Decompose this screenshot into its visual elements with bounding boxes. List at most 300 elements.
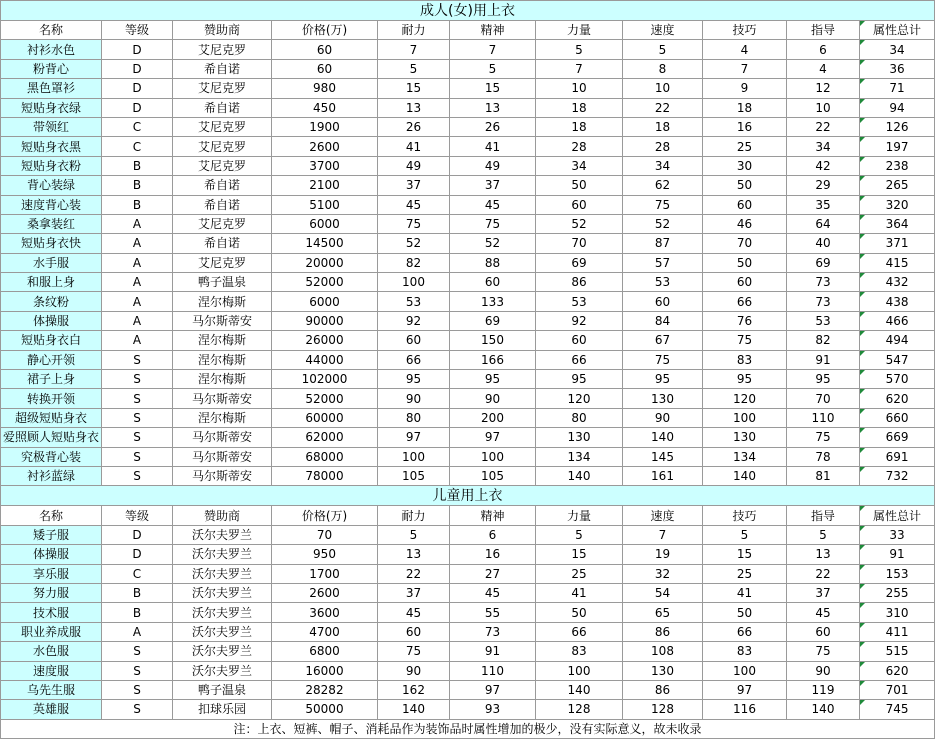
cell-col-strength: 80 <box>536 408 623 427</box>
cell-col-guide: 73 <box>787 273 860 292</box>
cell-col-guide: 4 <box>787 59 860 78</box>
cell-col-guide: 29 <box>787 176 860 195</box>
cell-col-total: 732 <box>860 466 935 485</box>
cell-col-sponsor: 希自诺 <box>173 176 272 195</box>
cell-col-name: 短贴身衣快 <box>1 234 102 253</box>
cell-col-sponsor: 沃尔夫罗兰 <box>173 661 272 680</box>
cell-col-total: 33 <box>860 525 935 544</box>
header-col-total: 属性总计 <box>860 21 935 40</box>
cell-col-grade: C <box>102 137 173 156</box>
cell-col-spirit: 69 <box>450 311 536 330</box>
cell-col-stamina: 13 <box>378 545 450 564</box>
table-row <box>1 214 935 233</box>
cell-col-sponsor: 马尔斯蒂安 <box>173 466 272 485</box>
cell-col-guide: 75 <box>787 642 860 661</box>
cell-col-total: 71 <box>860 79 935 98</box>
cell-col-price: 20000 <box>272 253 378 272</box>
cell-col-speed: 28 <box>623 137 703 156</box>
cell-col-stamina: 52 <box>378 234 450 253</box>
cell-col-guide: 110 <box>787 408 860 427</box>
cell-col-grade: D <box>102 545 173 564</box>
table-row <box>1 156 935 175</box>
header-col-speed: 速度 <box>623 21 703 40</box>
cell-col-name: 条纹粉 <box>1 292 102 311</box>
cell-col-skill: 50 <box>703 176 787 195</box>
cell-col-grade: A <box>102 311 173 330</box>
cell-col-grade: S <box>102 447 173 466</box>
table-row <box>1 447 935 466</box>
cell-col-name: 短贴身衣黑 <box>1 137 102 156</box>
cell-col-speed: 60 <box>623 292 703 311</box>
cell-col-speed: 75 <box>623 195 703 214</box>
header-col-grade: 等级 <box>102 21 173 40</box>
cell-col-total: 197 <box>860 137 935 156</box>
cell-col-skill: 97 <box>703 680 787 699</box>
table-row <box>1 389 935 408</box>
cell-col-name: 体操服 <box>1 311 102 330</box>
cell-col-sponsor: 艾尼克罗 <box>173 117 272 136</box>
cell-col-guide: 64 <box>787 214 860 233</box>
cell-col-speed: 7 <box>623 525 703 544</box>
cell-col-stamina: 95 <box>378 370 450 389</box>
cell-col-strength: 140 <box>536 680 623 699</box>
cell-col-speed: 22 <box>623 98 703 117</box>
cell-col-stamina: 100 <box>378 447 450 466</box>
cell-col-strength: 130 <box>536 428 623 447</box>
table-row <box>1 59 935 78</box>
cell-col-grade: S <box>102 350 173 369</box>
cell-col-skill: 7 <box>703 59 787 78</box>
cell-col-skill: 130 <box>703 428 787 447</box>
cell-col-spirit: 7 <box>450 40 536 59</box>
cell-col-stamina: 105 <box>378 466 450 485</box>
cell-col-grade: S <box>102 466 173 485</box>
cell-col-price: 6800 <box>272 642 378 661</box>
cell-col-guide: 6 <box>787 40 860 59</box>
cell-col-strength: 86 <box>536 273 623 292</box>
cell-col-price: 60000 <box>272 408 378 427</box>
cell-col-price: 60 <box>272 59 378 78</box>
cell-col-spirit: 15 <box>450 79 536 98</box>
cell-col-strength: 34 <box>536 156 623 175</box>
table-row <box>1 408 935 427</box>
cell-col-total: 415 <box>860 253 935 272</box>
cell-col-total: 432 <box>860 273 935 292</box>
cell-col-skill: 83 <box>703 350 787 369</box>
cell-col-spirit: 150 <box>450 331 536 350</box>
cell-col-price: 2100 <box>272 176 378 195</box>
section-title: 成人(女)用上衣 <box>1 1 935 21</box>
cell-col-grade: B <box>102 176 173 195</box>
cell-col-speed: 140 <box>623 428 703 447</box>
table-row <box>1 428 935 447</box>
cell-col-grade: B <box>102 156 173 175</box>
cell-col-spirit: 166 <box>450 350 536 369</box>
cell-col-speed: 34 <box>623 156 703 175</box>
cell-col-stamina: 60 <box>378 622 450 641</box>
cell-col-price: 26000 <box>272 331 378 350</box>
header-row <box>1 506 935 525</box>
cell-col-spirit: 13 <box>450 98 536 117</box>
cell-col-price: 3600 <box>272 603 378 622</box>
cell-col-guide: 22 <box>787 564 860 583</box>
cell-col-price: 52000 <box>272 389 378 408</box>
cell-col-sponsor: 希自诺 <box>173 234 272 253</box>
cell-col-skill: 140 <box>703 466 787 485</box>
cell-col-name: 静心开领 <box>1 350 102 369</box>
cell-col-name: 和服上身 <box>1 273 102 292</box>
table-row <box>1 311 935 330</box>
cell-col-skill: 100 <box>703 408 787 427</box>
cell-col-speed: 87 <box>623 234 703 253</box>
cell-col-guide: 82 <box>787 331 860 350</box>
cell-col-speed: 128 <box>623 700 703 719</box>
table-row <box>1 370 935 389</box>
cell-col-guide: 42 <box>787 156 860 175</box>
cell-col-name: 裙子上身 <box>1 370 102 389</box>
cell-col-spirit: 90 <box>450 389 536 408</box>
cell-col-name: 速度服 <box>1 661 102 680</box>
cell-col-price: 1700 <box>272 564 378 583</box>
cell-col-skill: 25 <box>703 564 787 583</box>
cell-col-spirit: 26 <box>450 117 536 136</box>
cell-col-spirit: 105 <box>450 466 536 485</box>
table-row <box>1 137 935 156</box>
cell-col-skill: 41 <box>703 583 787 602</box>
cell-col-spirit: 97 <box>450 680 536 699</box>
cell-col-speed: 161 <box>623 466 703 485</box>
cell-col-price: 102000 <box>272 370 378 389</box>
header-col-sponsor: 赞助商 <box>173 21 272 40</box>
cell-col-speed: 62 <box>623 176 703 195</box>
table-row <box>1 331 935 350</box>
cell-col-skill: 30 <box>703 156 787 175</box>
cell-col-name: 矮子服 <box>1 525 102 544</box>
cell-col-name: 职业养成服 <box>1 622 102 641</box>
cell-col-stamina: 60 <box>378 331 450 350</box>
cell-col-strength: 83 <box>536 642 623 661</box>
table-row <box>1 253 935 272</box>
cell-col-price: 1900 <box>272 117 378 136</box>
cell-col-grade: D <box>102 79 173 98</box>
cell-col-strength: 5 <box>536 525 623 544</box>
cell-col-stamina: 82 <box>378 253 450 272</box>
cell-col-price: 60 <box>272 40 378 59</box>
cell-col-total: 691 <box>860 447 935 466</box>
cell-col-skill: 60 <box>703 195 787 214</box>
header-col-speed: 速度 <box>623 506 703 525</box>
cell-col-stamina: 49 <box>378 156 450 175</box>
cell-col-spirit: 41 <box>450 137 536 156</box>
cell-col-grade: S <box>102 370 173 389</box>
cell-col-stamina: 75 <box>378 214 450 233</box>
cell-col-speed: 67 <box>623 331 703 350</box>
header-col-guide: 指导 <box>787 21 860 40</box>
cell-col-price: 70 <box>272 525 378 544</box>
cell-col-grade: A <box>102 622 173 641</box>
cell-col-guide: 10 <box>787 98 860 117</box>
cell-col-speed: 145 <box>623 447 703 466</box>
table-row <box>1 273 935 292</box>
header-col-stamina: 耐力 <box>378 21 450 40</box>
cell-col-strength: 95 <box>536 370 623 389</box>
cell-col-stamina: 37 <box>378 583 450 602</box>
cell-col-strength: 66 <box>536 622 623 641</box>
cell-col-guide: 90 <box>787 661 860 680</box>
table-row <box>1 583 935 602</box>
cell-col-total: 620 <box>860 389 935 408</box>
cell-col-name: 努力服 <box>1 583 102 602</box>
cell-col-spirit: 16 <box>450 545 536 564</box>
cell-col-spirit: 5 <box>450 59 536 78</box>
cell-col-skill: 120 <box>703 389 787 408</box>
cell-col-name: 体操服 <box>1 545 102 564</box>
table-row <box>1 234 935 253</box>
cell-col-name: 背心装绿 <box>1 176 102 195</box>
cell-col-grade: S <box>102 661 173 680</box>
cell-col-sponsor: 沃尔夫罗兰 <box>173 545 272 564</box>
cell-col-sponsor: 马尔斯蒂安 <box>173 311 272 330</box>
cell-col-strength: 120 <box>536 389 623 408</box>
cell-col-spirit: 37 <box>450 176 536 195</box>
cell-col-sponsor: 沃尔夫罗兰 <box>173 603 272 622</box>
cell-col-guide: 75 <box>787 428 860 447</box>
cell-col-stamina: 90 <box>378 389 450 408</box>
cell-col-guide: 95 <box>787 370 860 389</box>
cell-col-speed: 18 <box>623 117 703 136</box>
cell-col-skill: 16 <box>703 117 787 136</box>
cell-col-strength: 50 <box>536 603 623 622</box>
cell-col-sponsor: 艾尼克罗 <box>173 214 272 233</box>
cell-col-guide: 13 <box>787 545 860 564</box>
cell-col-total: 701 <box>860 680 935 699</box>
cell-col-speed: 53 <box>623 273 703 292</box>
cell-col-sponsor: 艾尼克罗 <box>173 137 272 156</box>
cell-col-spirit: 45 <box>450 195 536 214</box>
table-row <box>1 603 935 622</box>
cell-col-sponsor: 希自诺 <box>173 98 272 117</box>
cell-col-sponsor: 扣球乐园 <box>173 700 272 719</box>
cell-col-spirit: 91 <box>450 642 536 661</box>
cell-col-name: 短贴身衣粉 <box>1 156 102 175</box>
cell-col-spirit: 75 <box>450 214 536 233</box>
cell-col-guide: 35 <box>787 195 860 214</box>
header-col-sponsor: 赞助商 <box>173 506 272 525</box>
table-row <box>1 700 935 719</box>
cell-col-stamina: 80 <box>378 408 450 427</box>
cell-col-strength: 52 <box>536 214 623 233</box>
cell-col-strength: 28 <box>536 137 623 156</box>
cell-col-spirit: 55 <box>450 603 536 622</box>
cell-col-spirit: 6 <box>450 525 536 544</box>
cell-col-total: 36 <box>860 59 935 78</box>
cell-col-price: 3700 <box>272 156 378 175</box>
cell-col-grade: S <box>102 389 173 408</box>
cell-col-speed: 8 <box>623 59 703 78</box>
cell-col-total: 660 <box>860 408 935 427</box>
cell-col-guide: 60 <box>787 622 860 641</box>
cell-col-name: 爱照顾人短贴身衣 <box>1 428 102 447</box>
cell-col-sponsor: 涅尔梅斯 <box>173 292 272 311</box>
cell-col-guide: 40 <box>787 234 860 253</box>
header-col-name: 名称 <box>1 21 102 40</box>
cell-col-skill: 15 <box>703 545 787 564</box>
cell-col-spirit: 27 <box>450 564 536 583</box>
cell-col-skill: 134 <box>703 447 787 466</box>
section-title-row <box>1 486 935 506</box>
cell-col-skill: 46 <box>703 214 787 233</box>
cell-col-name: 享乐服 <box>1 564 102 583</box>
cell-col-skill: 5 <box>703 525 787 544</box>
cell-col-grade: D <box>102 40 173 59</box>
cell-col-guide: 34 <box>787 137 860 156</box>
header-col-guide: 指导 <box>787 506 860 525</box>
cell-col-total: 310 <box>860 603 935 622</box>
cell-col-spirit: 100 <box>450 447 536 466</box>
cell-col-total: 371 <box>860 234 935 253</box>
cell-col-name: 英雄服 <box>1 700 102 719</box>
cell-col-grade: A <box>102 253 173 272</box>
cell-col-stamina: 75 <box>378 642 450 661</box>
note-row <box>1 719 935 738</box>
cell-col-speed: 75 <box>623 350 703 369</box>
cell-col-grade: A <box>102 273 173 292</box>
cell-col-speed: 5 <box>623 40 703 59</box>
cell-col-name: 水手服 <box>1 253 102 272</box>
cell-col-sponsor: 沃尔夫罗兰 <box>173 642 272 661</box>
cell-col-total: 238 <box>860 156 935 175</box>
cell-col-stamina: 41 <box>378 137 450 156</box>
cell-col-stamina: 5 <box>378 525 450 544</box>
header-col-stamina: 耐力 <box>378 506 450 525</box>
table-row <box>1 466 935 485</box>
cell-col-speed: 19 <box>623 545 703 564</box>
cell-col-stamina: 140 <box>378 700 450 719</box>
cell-col-spirit: 97 <box>450 428 536 447</box>
cell-col-price: 68000 <box>272 447 378 466</box>
cell-col-price: 90000 <box>272 311 378 330</box>
cell-col-stamina: 45 <box>378 603 450 622</box>
cell-col-strength: 15 <box>536 545 623 564</box>
section-title: 儿童用上衣 <box>1 486 935 506</box>
cell-col-name: 衬衫蓝绿 <box>1 466 102 485</box>
cell-col-stamina: 7 <box>378 40 450 59</box>
table-row <box>1 292 935 311</box>
cell-col-strength: 25 <box>536 564 623 583</box>
cell-col-speed: 57 <box>623 253 703 272</box>
cell-col-strength: 66 <box>536 350 623 369</box>
cell-col-total: 494 <box>860 331 935 350</box>
cell-col-speed: 86 <box>623 680 703 699</box>
cell-col-grade: D <box>102 525 173 544</box>
header-col-strength: 力量 <box>536 21 623 40</box>
cell-col-total: 255 <box>860 583 935 602</box>
cell-col-total: 94 <box>860 98 935 117</box>
cell-col-sponsor: 沃尔夫罗兰 <box>173 564 272 583</box>
cell-col-strength: 128 <box>536 700 623 719</box>
cell-col-name: 短贴身衣绿 <box>1 98 102 117</box>
cell-col-guide: 37 <box>787 583 860 602</box>
cell-col-name: 短贴身衣白 <box>1 331 102 350</box>
cell-col-total: 745 <box>860 700 935 719</box>
cell-col-total: 153 <box>860 564 935 583</box>
cell-col-skill: 50 <box>703 603 787 622</box>
table-row <box>1 195 935 214</box>
table-row <box>1 40 935 59</box>
cell-col-total: 570 <box>860 370 935 389</box>
cell-col-price: 44000 <box>272 350 378 369</box>
cell-col-strength: 10 <box>536 79 623 98</box>
cell-col-guide: 70 <box>787 389 860 408</box>
cell-col-spirit: 49 <box>450 156 536 175</box>
header-col-skill: 技巧 <box>703 21 787 40</box>
cell-col-speed: 32 <box>623 564 703 583</box>
cell-col-grade: D <box>102 98 173 117</box>
cell-col-price: 14500 <box>272 234 378 253</box>
cell-col-name: 速度背心装 <box>1 195 102 214</box>
cell-col-strength: 134 <box>536 447 623 466</box>
cell-col-total: 411 <box>860 622 935 641</box>
cell-col-guide: 12 <box>787 79 860 98</box>
cell-col-strength: 41 <box>536 583 623 602</box>
cell-col-strength: 140 <box>536 466 623 485</box>
cell-col-stamina: 37 <box>378 176 450 195</box>
cell-col-name: 转换开领 <box>1 389 102 408</box>
cell-col-price: 5100 <box>272 195 378 214</box>
cell-col-total: 91 <box>860 545 935 564</box>
cell-col-speed: 108 <box>623 642 703 661</box>
cell-col-price: 62000 <box>272 428 378 447</box>
cell-col-spirit: 95 <box>450 370 536 389</box>
cell-col-total: 547 <box>860 350 935 369</box>
cell-col-stamina: 22 <box>378 564 450 583</box>
cell-col-grade: B <box>102 195 173 214</box>
table-row <box>1 117 935 136</box>
cell-col-skill: 100 <box>703 661 787 680</box>
cell-col-total: 515 <box>860 642 935 661</box>
cell-col-name: 技术服 <box>1 603 102 622</box>
cell-col-sponsor: 鸭子温泉 <box>173 273 272 292</box>
cell-col-skill: 75 <box>703 331 787 350</box>
cell-col-total: 265 <box>860 176 935 195</box>
cell-col-total: 34 <box>860 40 935 59</box>
cell-col-price: 4700 <box>272 622 378 641</box>
cell-col-guide: 81 <box>787 466 860 485</box>
cell-col-spirit: 60 <box>450 273 536 292</box>
cell-col-strength: 7 <box>536 59 623 78</box>
cell-col-grade: S <box>102 408 173 427</box>
footnote: 注：上衣、短裤、帽子、消耗品作为装饰品时属性增加的极少，没有实际意义，故未收录 <box>1 719 935 738</box>
cell-col-spirit: 200 <box>450 408 536 427</box>
cell-col-price: 450 <box>272 98 378 117</box>
header-col-total: 属性总计 <box>860 506 935 525</box>
cell-col-speed: 10 <box>623 79 703 98</box>
table-row <box>1 545 935 564</box>
cell-col-spirit: 110 <box>450 661 536 680</box>
cell-col-skill: 76 <box>703 311 787 330</box>
cell-col-name: 粉背心 <box>1 59 102 78</box>
cell-col-speed: 95 <box>623 370 703 389</box>
cell-col-sponsor: 涅尔梅斯 <box>173 331 272 350</box>
cell-col-guide: 119 <box>787 680 860 699</box>
cell-col-name: 乌先生服 <box>1 680 102 699</box>
cell-col-skill: 66 <box>703 292 787 311</box>
cell-col-sponsor: 艾尼克罗 <box>173 156 272 175</box>
cell-col-grade: S <box>102 700 173 719</box>
cell-col-total: 320 <box>860 195 935 214</box>
cell-col-stamina: 90 <box>378 661 450 680</box>
cell-col-stamina: 162 <box>378 680 450 699</box>
